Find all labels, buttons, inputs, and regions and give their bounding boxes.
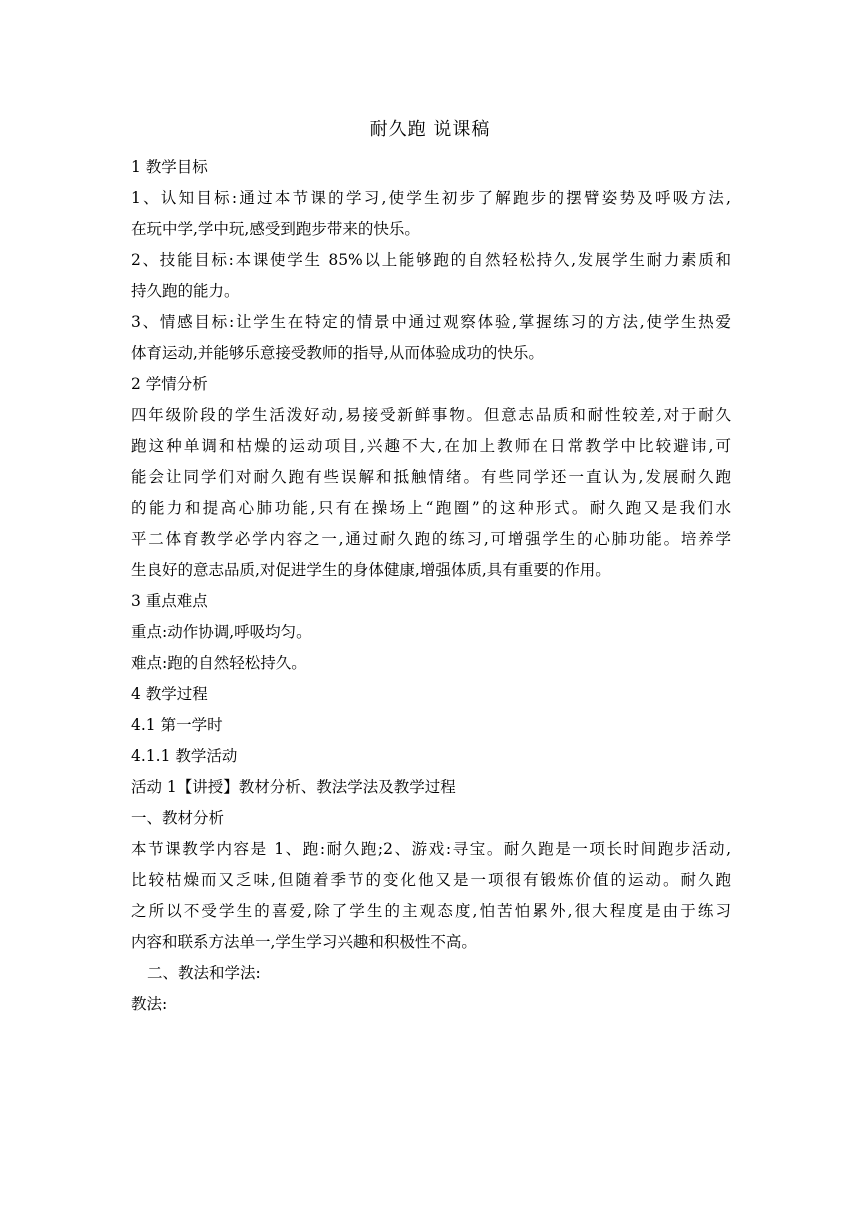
- text-line: 之所以不受学生的喜爱,除了学生的主观态度,怕苦怕累外,很大程度是由于练习: [131, 902, 731, 920]
- text-line: 的能力和提高心肺功能,只有在操场上“跑圈”的这种形式。耐久跑又是我们水: [131, 499, 731, 517]
- text-line: 本节课教学内容是 1、跑:耐久跑;2、游戏:寻宝。耐久跑是一项长时间跑步活动,: [131, 840, 731, 858]
- text-line: 4 教学过程: [131, 685, 208, 703]
- text-line: 体育运动,并能够乐意接受教师的指导,从而体验成功的快乐。: [131, 344, 544, 362]
- text-line: 4.1 第一学时: [131, 716, 223, 734]
- text-line: 生良好的意志品质,对促进学生的身体健康,增强体质,具有重要的作用。: [131, 561, 611, 579]
- document-body: [131, 152, 731, 1020]
- text-line: 难点:跑的自然轻松持久。: [131, 654, 307, 672]
- text-line: 跑这种单调和枯燥的运动项目,兴趣不大,在加上教师在日常教学中比较避讳,可: [131, 437, 731, 455]
- text-line: 2、技能目标:本课使学生 85%以上能够跑的自然轻松持久,发展学生耐力素质和: [131, 251, 731, 269]
- text-line: 教法:: [131, 995, 168, 1013]
- text-line: 1 教学目标: [131, 158, 208, 176]
- text-line: 2 学情分析: [131, 375, 208, 393]
- text-line: 3 重点难点: [131, 592, 208, 610]
- text-line: 重点:动作协调,呼吸均匀。: [131, 623, 312, 641]
- text-line: 活动 1【讲授】教材分析、教法学法及教学过程: [131, 778, 456, 796]
- text-line: 在玩中学,学中玩,感受到跑步带来的快乐。: [131, 220, 420, 238]
- text-line: 二、教法和学法:: [147, 964, 261, 982]
- text-line: 3、情感目标:让学生在特定的情景中通过观察体验,掌握练习的方法,使学生热爱: [131, 313, 731, 331]
- text-line: 比较枯燥而又乏味,但随着季节的变化他又是一项很有锻炼价值的运动。耐久跑: [131, 871, 731, 889]
- text-line: 平二体育教学必学内容之一,通过耐久跑的练习,可增强学生的心肺功能。培养学: [131, 530, 731, 548]
- text-line: 能会让同学们对耐久跑有些误解和抵触情绪。有些同学还一直认为,发展耐久跑: [131, 468, 731, 486]
- text-line: 4.1.1 教学活动: [131, 747, 238, 765]
- text-line: 四年级阶段的学生活泼好动,易接受新鲜事物。但意志品质和耐性较差,对于耐久: [131, 406, 731, 424]
- text-line: 持久跑的能力。: [131, 282, 240, 300]
- text-line: 1、认知目标:通过本节课的学习,使学生初步了解跑步的摆臂姿势及呼吸方法,: [131, 189, 731, 207]
- text-line: 内容和联系方法单一,学生学习兴趣和积极性不高。: [131, 933, 477, 951]
- document-title: 耐久跑 说课稿: [369, 119, 491, 140]
- text-line: 一、教材分析: [131, 809, 225, 827]
